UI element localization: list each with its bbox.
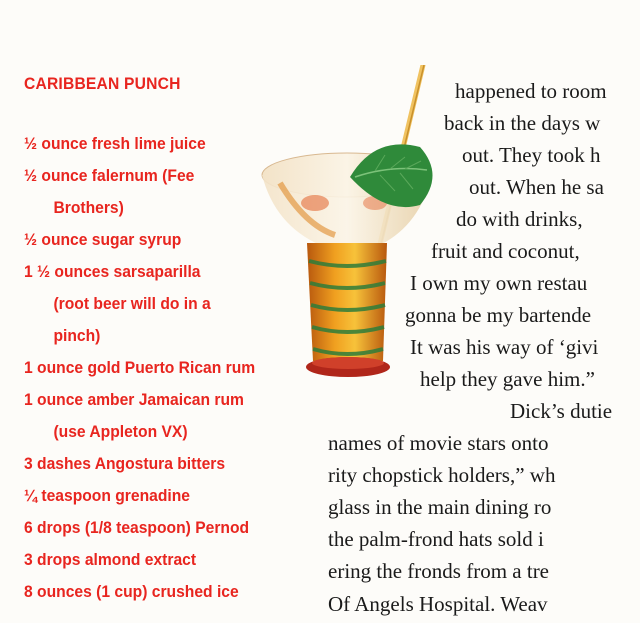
ingredient-line: 8 ounces (1 cup) crushed ice bbox=[24, 582, 239, 601]
recipe-title: CARIBBEAN PUNCH bbox=[24, 74, 181, 93]
ingredient-line: 6 drops (1/8 teaspoon) Pernod bbox=[24, 518, 250, 537]
body-text-line: out. They took h bbox=[462, 143, 601, 167]
ingredient-continuation-line: (root beer will do in a bbox=[53, 294, 211, 313]
ingredient-line: ½ ounce fresh lime juice bbox=[24, 134, 206, 153]
ingredient-line: ½ ounce falernum (Fee bbox=[24, 166, 195, 185]
body-text-line: gonna be my bartende bbox=[405, 303, 592, 327]
body-text-line: rity chopstick holders,” wh bbox=[328, 463, 556, 487]
ingredient-line: 1 ounce gold Puerto Rican rum bbox=[24, 358, 256, 377]
body-text-line: Of Angels Hospital. Weav bbox=[328, 592, 548, 616]
body-text-line: the palm-frond hats sold i bbox=[328, 527, 544, 551]
ingredient-line: 3 drops almond extract bbox=[24, 550, 197, 569]
ingredient-line: 1 ounce amber Jamaican rum bbox=[24, 390, 244, 409]
ingredient-continuation-line: (use Appleton VX) bbox=[53, 422, 188, 441]
body-text-line: It was his way of ‘givi bbox=[410, 335, 599, 359]
body-text-line: help they gave him.” bbox=[420, 367, 595, 391]
body-text-line: I own my own restau bbox=[410, 271, 588, 295]
ingredient-continuation-line: pinch) bbox=[53, 326, 101, 345]
ingredient-line: 3 dashes Angostura bitters bbox=[24, 454, 226, 473]
ingredient-continuation-line: Brothers) bbox=[53, 198, 124, 217]
body-text-line: Dick’s dutie bbox=[510, 399, 613, 423]
ingredient-line: 1 ½ ounces sarsaparilla bbox=[24, 262, 201, 281]
body-text-line: fruit and coconut, bbox=[431, 239, 580, 263]
body-text-line: do with drinks, bbox=[456, 207, 583, 231]
body-text-line: back in the days w bbox=[444, 111, 601, 135]
body-text-line: glass in the main dining ro bbox=[328, 495, 552, 519]
ingredient-line: ½ ounce sugar syrup bbox=[24, 230, 182, 249]
body-text-line: happened to room bbox=[455, 79, 607, 103]
body-text-line: ering the fronds from a tre bbox=[328, 559, 550, 583]
body-text-line: out. When he sa bbox=[469, 175, 604, 199]
ingredient-line: ¼ teaspoon grenadine bbox=[24, 486, 191, 505]
body-text-line: names of movie stars onto bbox=[328, 431, 549, 455]
